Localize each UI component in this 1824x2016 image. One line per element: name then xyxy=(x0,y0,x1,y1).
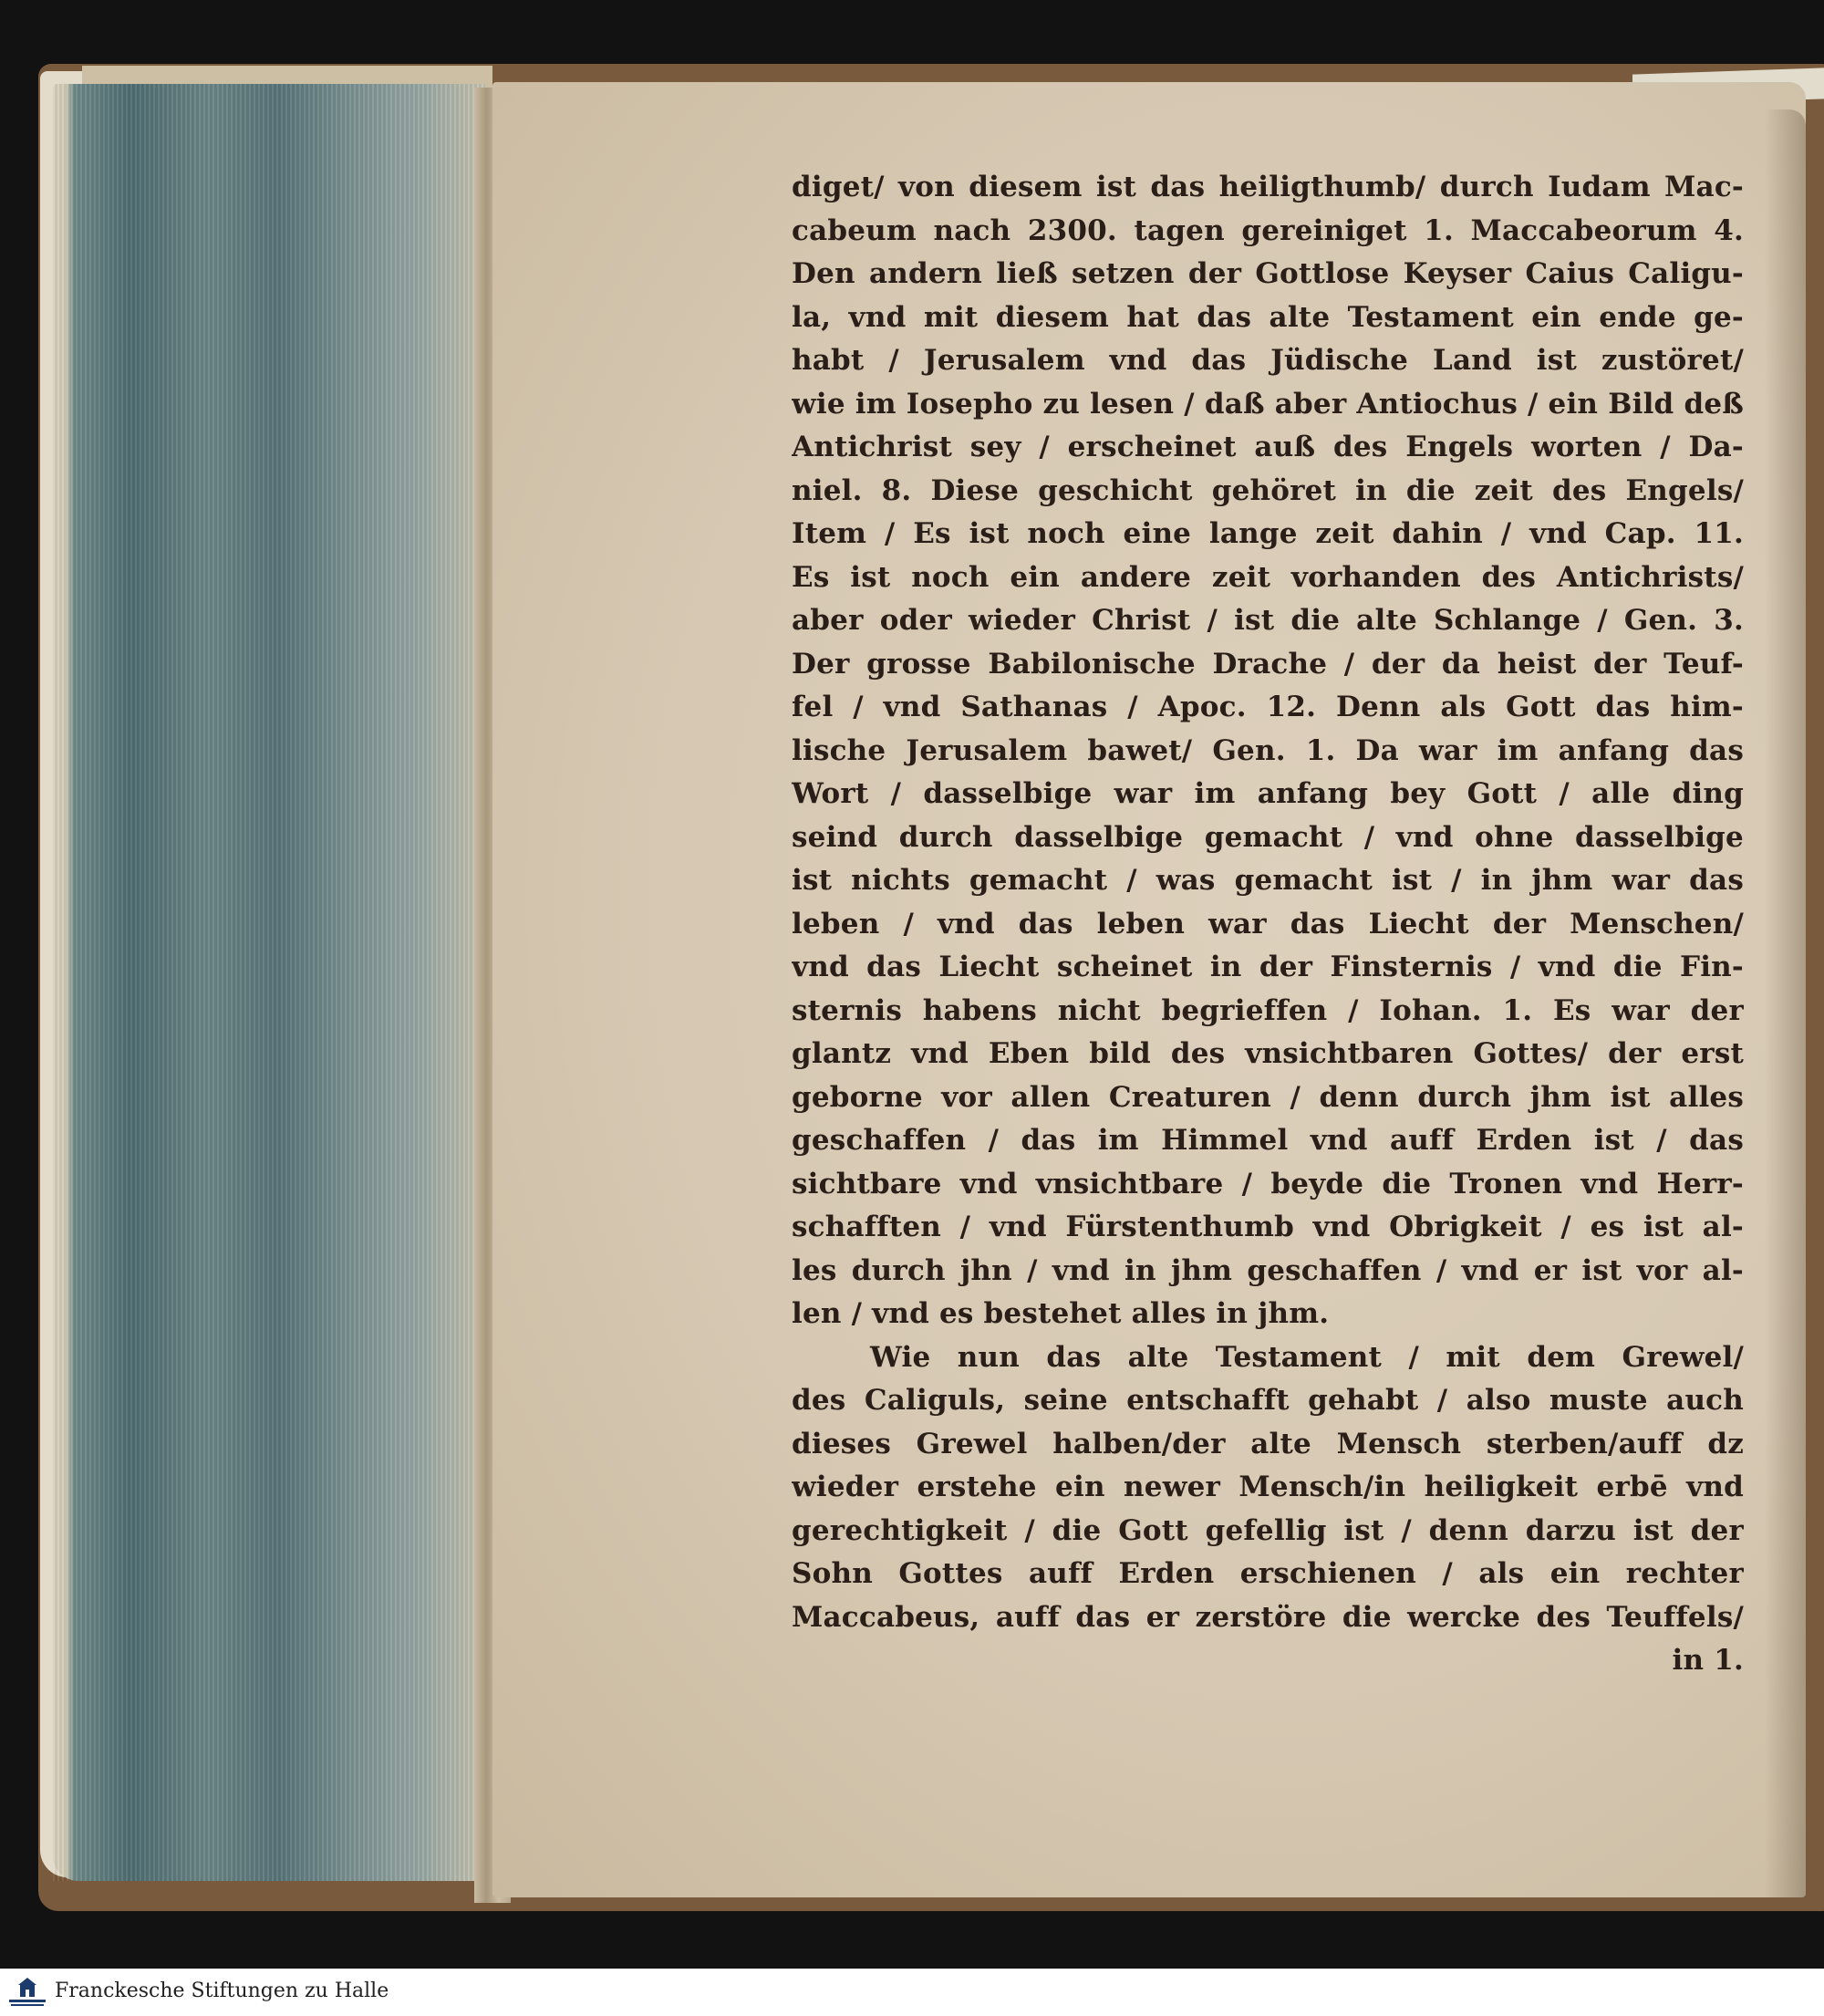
text-line: sternis habens nicht begrieffen / Iohan. 1. Es war der xyxy=(792,993,1744,1027)
text-line: geschaffen / das im Himmel vnd auff Erden ist / das xyxy=(792,1124,1744,1157)
catchword: in 1. xyxy=(1672,1644,1744,1677)
text-line: Maccabeus, auff das er zerstöre die wercke des Teuffels/ xyxy=(792,1600,1744,1634)
text-line: les durch jhn / vnd in jhm geschaffen / vnd er ist vor al- xyxy=(792,1253,1744,1287)
text-line: len / vnd es bestehet alles in jhm. xyxy=(792,1297,1330,1330)
page-gutter-shadow xyxy=(1765,109,1806,1897)
text-line: des Caliguls, seine entschafft gehabt / also muste auch xyxy=(792,1384,1744,1417)
page-text-block xyxy=(792,166,1744,1683)
text-line: Der grosse Babilonische Drache / der da heist der Teuf- xyxy=(792,647,1744,681)
text-line: aber oder wieder Christ / ist die alte Schlange / Gen. 3. xyxy=(792,604,1744,637)
text-line: schafften / vnd Fürstenthumb vnd Obrigkeit / es ist al- xyxy=(792,1211,1744,1243)
fore-edge-pages xyxy=(53,84,485,1881)
text-line: seind durch dasselbige gemacht / vnd ohne dasselbige xyxy=(792,820,1744,854)
text-line: sichtbare vnd vnsichtbare / beyde die Tronen vnd Herr- xyxy=(792,1167,1744,1200)
text-line: gerechtigkeit / die Gott gefellig ist / denn darzu ist der xyxy=(792,1513,1744,1547)
institution-name[interactable]: Franckesche Stiftungen zu Halle xyxy=(55,1980,389,2002)
text-line: habt / Jerusalem vnd das Jüdische Land ist zustöret/ xyxy=(792,344,1744,377)
text-line: lische Jerusalem bawet/ Gen. 1. Da war im anfang das xyxy=(792,733,1744,767)
text-line: vnd das Liecht scheinet in der Finsternis / vnd die Fin- xyxy=(792,951,1744,983)
footer-bar xyxy=(0,1969,1824,2016)
text-line: leben / vnd das leben war das Liecht der Menschen/ xyxy=(792,907,1744,940)
institution-logo-icon xyxy=(5,1974,49,2011)
text-line: fel / vnd Sathanas / Apoc. 12. Denn als Gott das him- xyxy=(792,691,1744,723)
text-line: wie im Iosepho zu lesen / daß aber Antiochus / ein Bild deß xyxy=(792,387,1744,421)
text-line: Wie nun das alte Testament / mit dem Grewel/ xyxy=(870,1340,1744,1374)
text-line: Wort / dasselbige war im anfang bey Gott / alle ding xyxy=(792,777,1744,810)
text-line: glantz vnd Eben bild des vnsichtbaren Gottes/ der erst xyxy=(792,1037,1744,1070)
text-line: cabeum nach 2300. tagen gereiniget 1. Maccabeorum 4. xyxy=(792,213,1744,247)
text-line: Antichrist sey / erscheinet auß des Engels worten / Da- xyxy=(792,431,1744,463)
text-line: ist nichts gemacht / was gemacht ist / in jhm war das xyxy=(792,864,1744,897)
text-line: wieder erstehe ein newer Mensch/in heiligkeit erbē vnd xyxy=(792,1470,1744,1503)
text-line: geborne vor allen Creaturen / denn durch jhm ist alles xyxy=(792,1080,1744,1114)
text-line: la, vnd mit diesem hat das alte Testament ein ende ge- xyxy=(792,300,1744,334)
text-line: dieses Grewel halben/der alte Mensch sterben/auff dz xyxy=(792,1427,1744,1460)
text-line: niel. 8. Diese geschicht gehöret in die zeit des Engels/ xyxy=(792,473,1744,507)
text-line: Item / Es ist noch eine lange zeit dahin / vnd Cap. 11. xyxy=(792,517,1744,550)
text-line: Es ist noch ein andere zeit vorhanden des Antichrists/ xyxy=(792,560,1744,594)
text-line: diget/ von diesem ist das heiligthumb/ durch Iudam Mac- xyxy=(792,171,1744,203)
text-line: Den andern ließ setzen der Gottlose Keyser Caius Caligu- xyxy=(792,257,1744,290)
text-line: Sohn Gottes auff Erden erschienen / als ein rechter xyxy=(792,1557,1744,1590)
